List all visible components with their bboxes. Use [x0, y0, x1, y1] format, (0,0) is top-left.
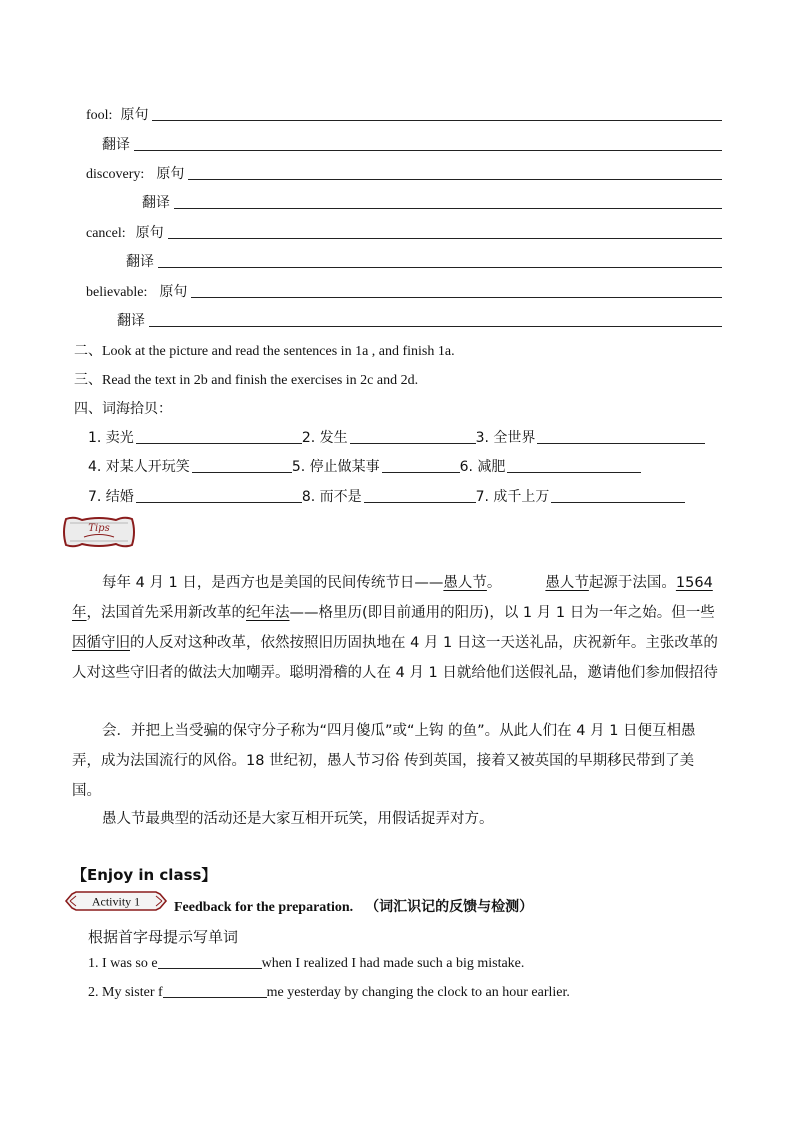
- vocab-believable-translation-line: [117, 310, 722, 330]
- vocab-believable-source-line: [86, 281, 722, 301]
- tips-badge-label: Tips: [88, 523, 110, 534]
- word-item: 1. 卖光: [88, 430, 134, 446]
- vocab-word: fool:: [86, 108, 113, 123]
- translation-label: 翻译: [117, 313, 145, 329]
- word-item-row-1: [88, 427, 705, 447]
- source-label: 原句: [120, 107, 149, 123]
- word-item: 2. 发生: [301, 430, 348, 446]
- word-item: 3. 全世界: [475, 430, 536, 446]
- instruction: 根据首字母提示写单词: [88, 928, 239, 946]
- source-label: 原句: [159, 284, 188, 300]
- activity-badge-label: Activity 1: [91, 894, 141, 909]
- vocab-discovery-translation-line: [142, 192, 722, 212]
- word-item: 4. 对某人开玩笑: [88, 459, 190, 475]
- answer-blank[interactable]: [192, 472, 292, 473]
- answer-blank[interactable]: [163, 997, 267, 998]
- task-two: 二、Look at the picture and read the sentences in 1a , and finish 1a.: [74, 344, 455, 359]
- answer-blank[interactable]: [158, 266, 722, 268]
- word-item: 8. 而不是: [301, 489, 362, 505]
- task-four-heading: 四、词海拾贝：: [74, 401, 172, 417]
- translation-label: 翻译: [102, 137, 130, 153]
- activity-title: Feedback for the preparation. （词汇识记的反馈与检测）: [174, 899, 534, 915]
- answer-blank[interactable]: [537, 443, 705, 444]
- answer-blank[interactable]: [350, 443, 476, 444]
- word-item: 7. 成千上万: [475, 489, 550, 505]
- vocab-word: cancel:: [86, 226, 126, 241]
- word-item-row-2: [88, 456, 641, 476]
- tips-paragraph-2: 会．并把上当受骗的保守分子称为“四月傻瓜”或“上钩 的鱼”。从此人们在 4 月 1 日便互相愚弄，成为法国流行的风俗。18 世纪初，愚人节习俗 传到英国，接着又被英国的早期移民带到了美国。: [72, 723, 696, 799]
- translation-label: 翻译: [142, 195, 170, 211]
- tips-paragraph-1: 每年 4 月 1 日，是西方也是美国的民间传统节日——愚人节。 愚人节起源于法国。1564 年，法国首先采用新改革的纪年法——格里历(即目前通用的阳历)，以 1 月 1 日为一年之始。但一些因循守旧的人反对这种改革，依然按照旧历固执地在 4 月 1 日这一天送礼品，庆祝新年。主张改革的人对这些守旧者的做法大加嘲弄。聪明滑稽的人在 4 月 1 日就给他们送假礼品，邀请他们参加假招待: [72, 575, 718, 681]
- vocab-fool-translation-line: [102, 134, 722, 154]
- word-item-row-3: [88, 486, 685, 506]
- vocab-discovery-source-line: [86, 163, 722, 183]
- question-2: 2. My sister f me yesterday by changing the clock to an hour earlier.: [88, 985, 570, 1000]
- question-1: 1. I was so e when I realized I had made such a big mistake.: [88, 956, 525, 971]
- answer-blank[interactable]: [149, 325, 722, 327]
- underlined-term: 纪年法: [246, 605, 290, 621]
- underlined-term: 愚人节: [545, 575, 589, 591]
- tips-badge-icon: [60, 515, 138, 549]
- source-label: 原句: [135, 225, 164, 241]
- answer-blank[interactable]: [191, 296, 722, 298]
- answer-blank[interactable]: [364, 502, 476, 503]
- word-item: 6. 减肥: [459, 459, 506, 475]
- answer-blank[interactable]: [382, 472, 460, 473]
- answer-blank[interactable]: [134, 149, 722, 151]
- vocab-cancel-translation-line: [126, 251, 722, 271]
- word-item: 7. 结婚: [88, 489, 134, 505]
- tips-paragraph-3: 愚人节最典型的活动还是大家互相开玩笑，用假话捉弄对方。: [102, 811, 494, 827]
- translation-label: 翻译: [126, 254, 154, 270]
- answer-blank[interactable]: [507, 472, 641, 473]
- answer-blank[interactable]: [136, 502, 302, 503]
- answer-blank[interactable]: [152, 119, 722, 121]
- vocab-word: believable:: [86, 285, 148, 300]
- task-three: 三、Read the text in 2b and finish the exercises in 2c and 2d.: [74, 373, 419, 388]
- vocab-fool-source-line: [86, 104, 722, 124]
- answer-blank[interactable]: [136, 443, 302, 444]
- underlined-term: 1564 年: [72, 575, 713, 621]
- source-label: 原句: [156, 166, 185, 182]
- vocab-cancel-source-line: [86, 222, 722, 242]
- answer-blank[interactable]: [551, 502, 685, 503]
- answer-blank[interactable]: [168, 237, 722, 239]
- underlined-term: 因循守旧: [72, 635, 130, 651]
- answer-blank[interactable]: [188, 178, 722, 180]
- word-item: 5. 停止做某事: [291, 459, 380, 475]
- answer-blank[interactable]: [158, 968, 262, 969]
- section-heading: 【Enjoy in class】: [72, 866, 217, 884]
- activity-title-cn: （词汇识记的反馈与检测）: [365, 899, 534, 915]
- activity-badge-icon: [64, 890, 168, 912]
- underlined-term: 愚人节: [443, 575, 487, 591]
- answer-blank[interactable]: [174, 207, 722, 209]
- vocab-word: discovery:: [86, 167, 145, 182]
